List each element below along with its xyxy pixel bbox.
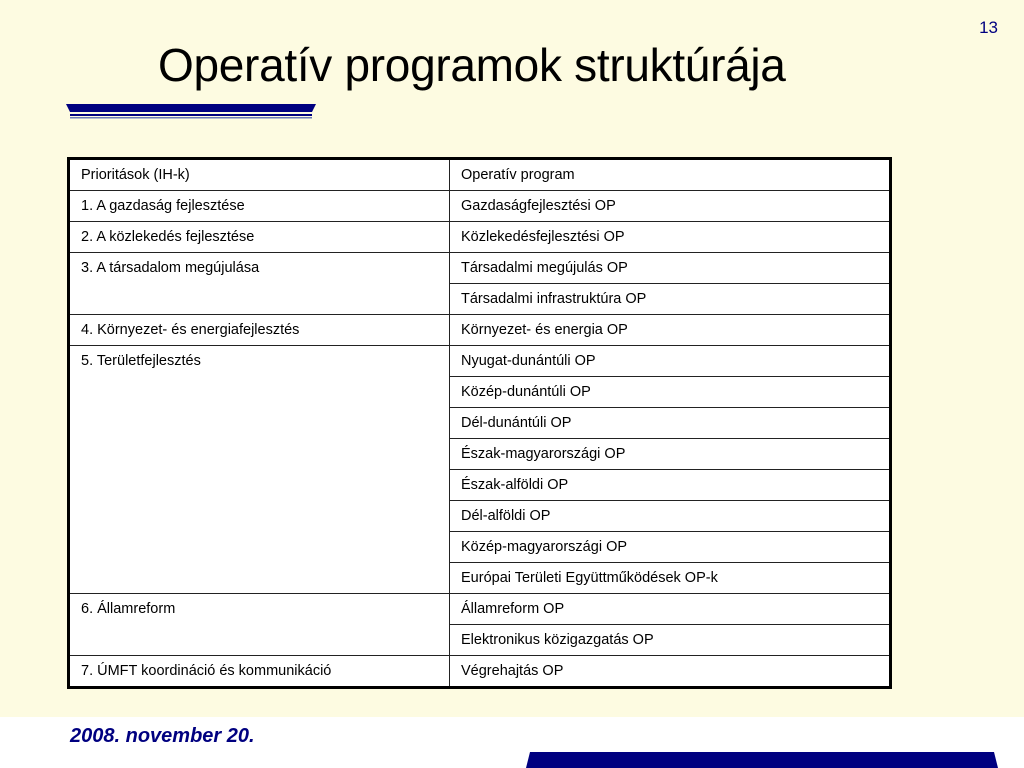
program-cell: Környezet- és energia OP: [450, 315, 891, 346]
program-cell: Társadalmi infrastruktúra OP: [450, 284, 891, 315]
program-cell: Dél-alföldi OP: [450, 501, 891, 532]
priority-cell: 2. A közlekedés fejlesztése: [69, 222, 450, 253]
footer-date: 2008. november 20.: [70, 725, 255, 747]
program-cell: Végrehajtás OP: [450, 656, 891, 688]
priority-cell: 3. A társadalom megújulása: [69, 253, 450, 315]
table-row: [69, 656, 891, 688]
program-cell: Európai Területi Együttműködések OP-k: [450, 563, 891, 594]
program-cell: Államreform OP: [450, 594, 891, 625]
program-cell: Dél-dunántúli OP: [450, 408, 891, 439]
table-header-row: [69, 159, 891, 191]
page-number: 13: [979, 18, 998, 37]
priority-cell: 1. A gazdaság fejlesztése: [69, 191, 450, 222]
programs-table: [67, 157, 892, 689]
priority-cell: 6. Államreform: [69, 594, 450, 656]
program-cell: Elektronikus közigazgatás OP: [450, 625, 891, 656]
priority-cell: 4. Környezet- és energiafejlesztés: [69, 315, 450, 346]
header-cell: Operatív program: [450, 159, 891, 191]
slide-title: Operatív programok struktúrája: [158, 39, 786, 91]
table-row: [69, 222, 891, 253]
table-row: [69, 346, 891, 377]
footer-decoration-bar: [526, 752, 998, 768]
program-cell: Észak-alföldi OP: [450, 470, 891, 501]
priority-cell: 5. Területfejlesztés: [69, 346, 450, 594]
program-cell: Gazdaságfejlesztési OP: [450, 191, 891, 222]
header-cell: Prioritások (IH-k): [69, 159, 450, 191]
title-underline-decoration: [66, 104, 316, 120]
table-row: [69, 315, 891, 346]
program-cell: Észak-magyarországi OP: [450, 439, 891, 470]
table-body: [69, 191, 891, 688]
program-cell: Társadalmi megújulás OP: [450, 253, 891, 284]
table-row: [69, 191, 891, 222]
program-cell: Közép-dunántúli OP: [450, 377, 891, 408]
program-cell: Közép-magyarországi OP: [450, 532, 891, 563]
priority-cell: 7. ÚMFT koordináció és kommunikáció: [69, 656, 450, 688]
program-cell: Közlekedésfejlesztési OP: [450, 222, 891, 253]
table-row: [69, 253, 891, 284]
program-cell: Nyugat-dunántúli OP: [450, 346, 891, 377]
table-row: [69, 594, 891, 625]
